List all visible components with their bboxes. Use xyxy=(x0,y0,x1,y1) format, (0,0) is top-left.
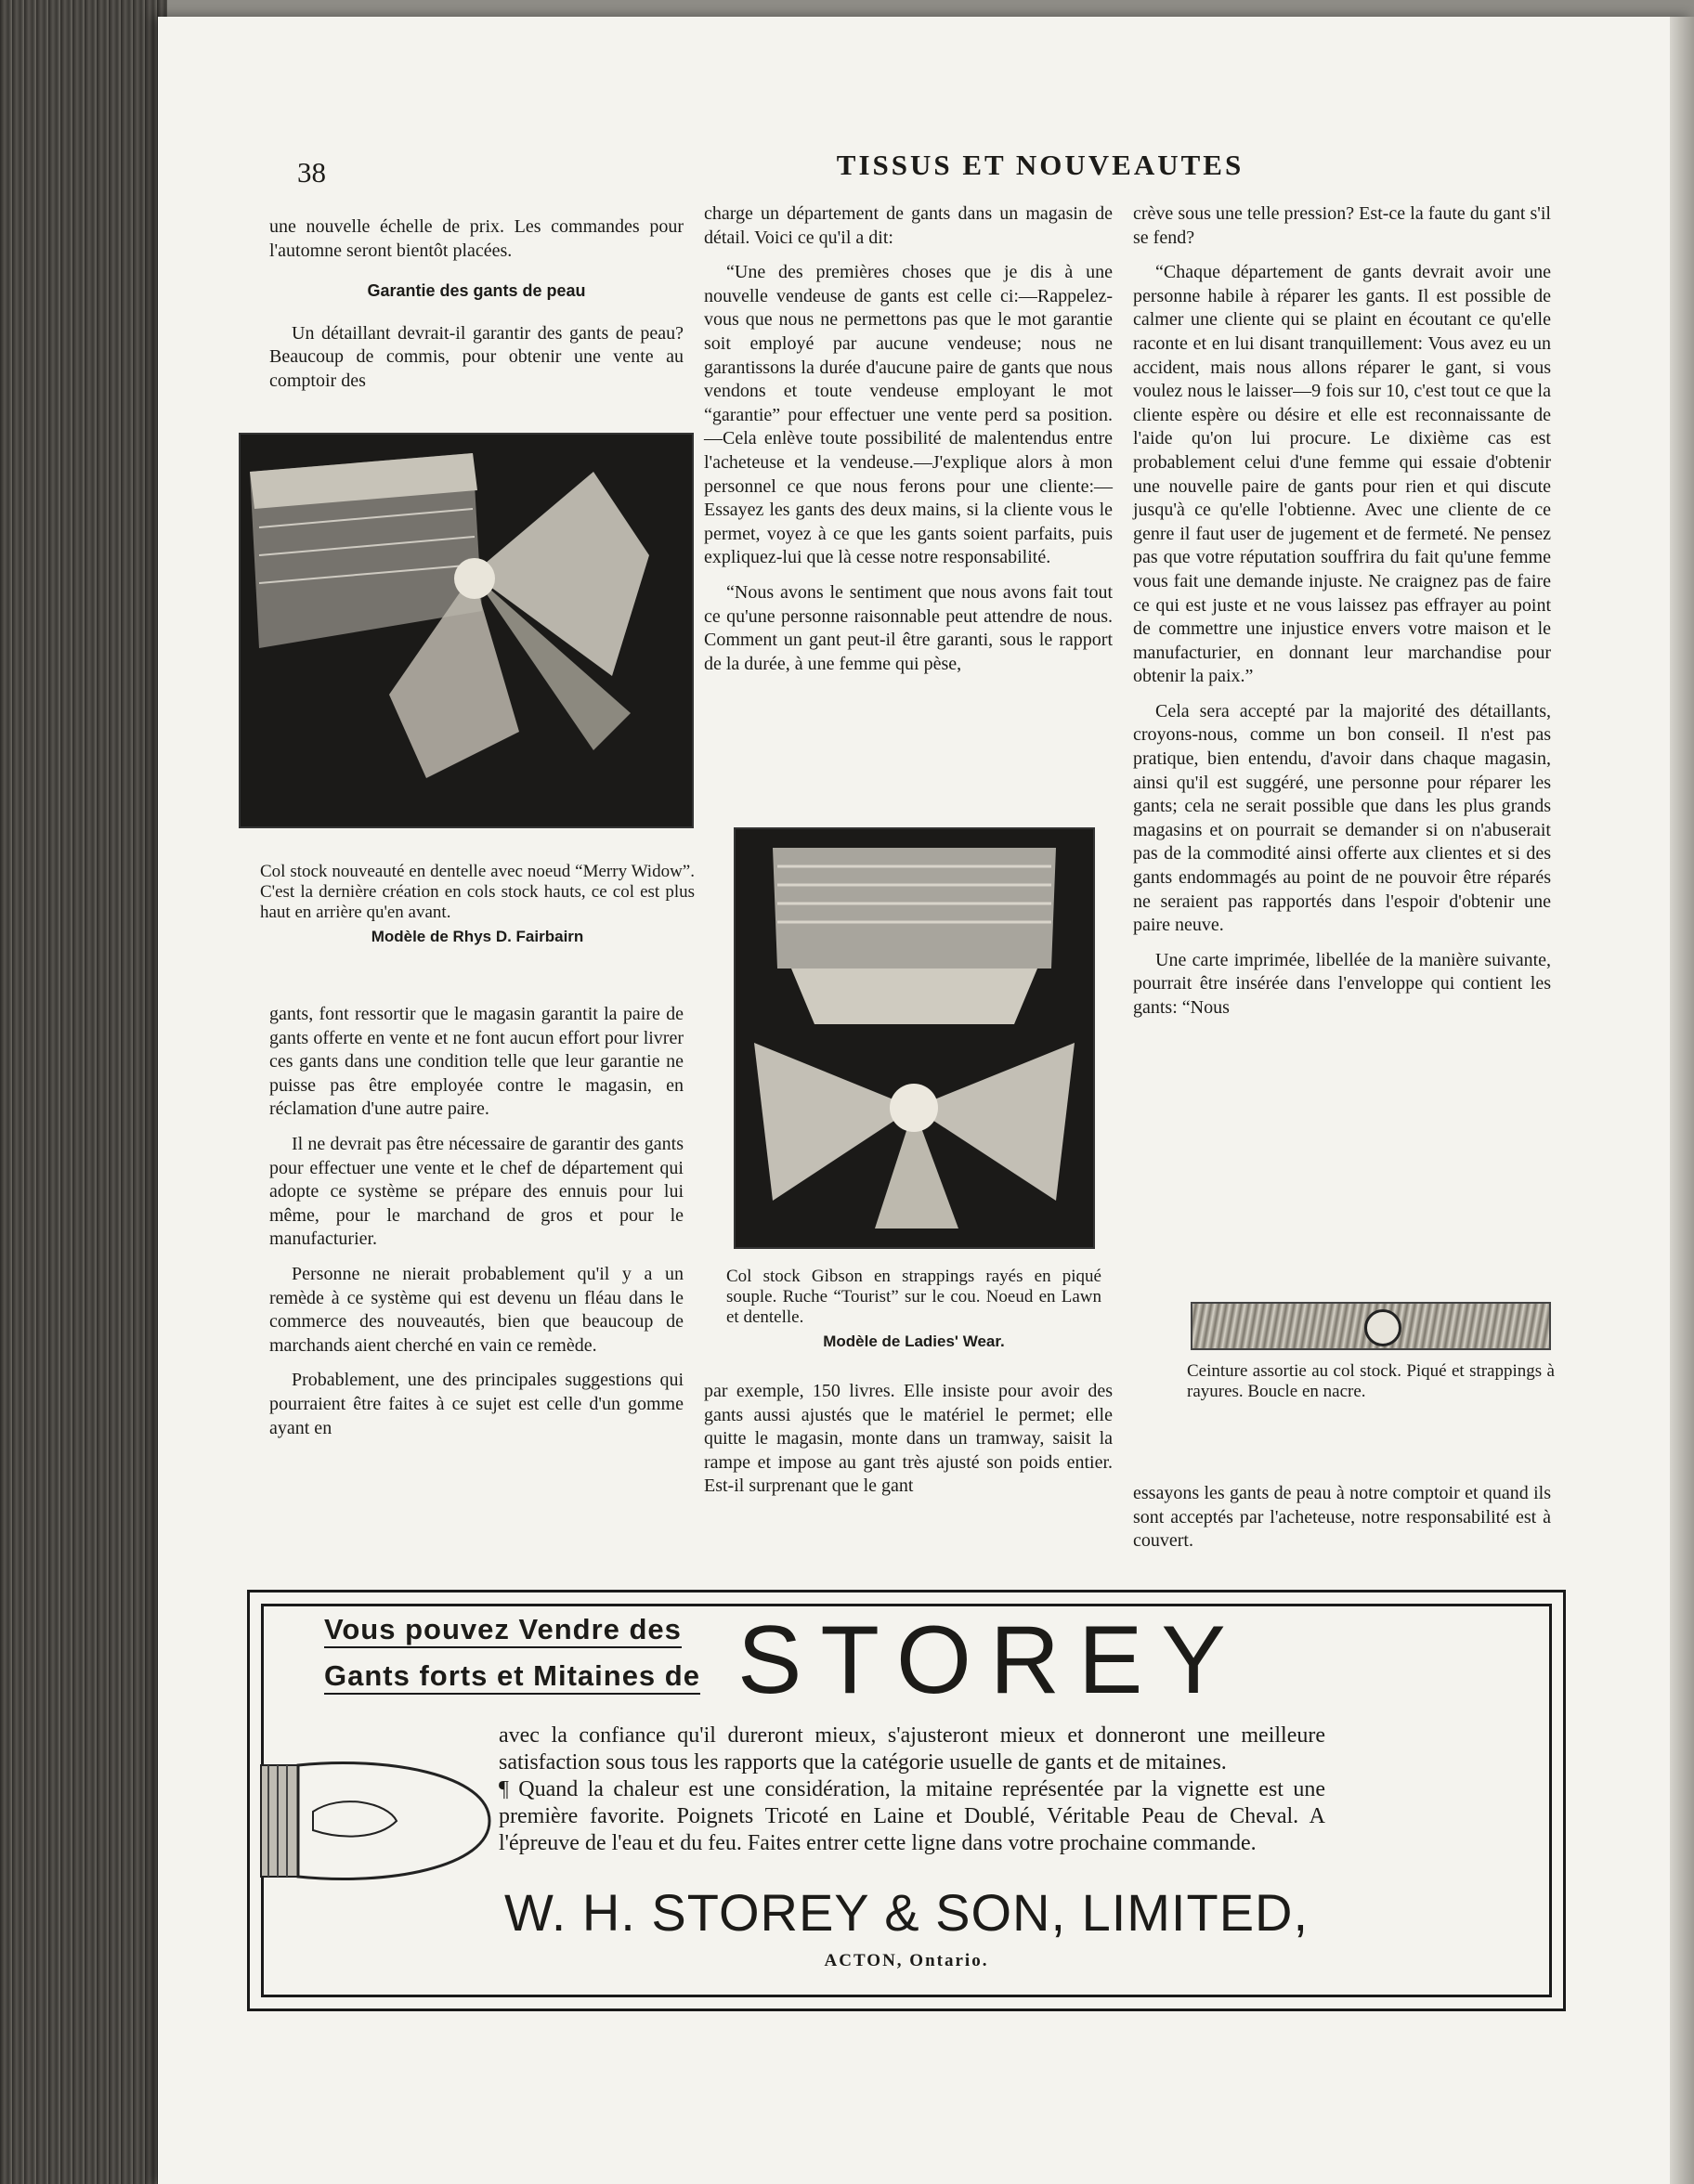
column-3-continued xyxy=(1133,1482,1551,1565)
caption-2-text: Col stock Gibson en strappings rayés en piqué souple. Ruche “Tourist” sur le cou. Noeud en Lawn et dentelle. xyxy=(726,1267,1101,1327)
ad-body-paragraph: avec la confiance qu'il dureront mieux, s'ajusteront mieux et donneront une meilleure satisfaction sous tous les rapports que la catégorie usuelle de gants et de mitaines. xyxy=(499,1723,1325,1774)
column-2-paragraph: charge un département de gants dans un magasin de détail. Voici ce qu'il a dit: xyxy=(704,203,1113,248)
ad-company-name: W. H. STOREY & SON, LIMITED, xyxy=(503,1883,1310,1942)
belt-photo xyxy=(1191,1302,1551,1350)
column-2 xyxy=(704,202,1113,687)
book-page-edges xyxy=(0,0,167,2184)
ad-tagline-2: Gants forts et Mitaines de xyxy=(324,1659,700,1695)
photo-caption-2 xyxy=(726,1267,1101,1352)
mitten-illustration xyxy=(257,1756,499,1886)
page-gutter xyxy=(1670,17,1694,2184)
gibson-collar-illustration xyxy=(736,829,1093,1247)
column-1-paragraph: Probablement, une des principales suggestions qui pourraient être faites à ce sujet est celle d'un gomme ayant en xyxy=(269,1370,684,1438)
page-number: 38 xyxy=(297,156,326,188)
column-2-paragraph: par exemple, 150 livres. Elle insiste pour avoir des gants aussi ajustés que le matériel le permet; elle quitte le magasin, monte dans un tramway, saisit la rampe et impose au gant très ajusté son poids entier. Est-il surprenant que le gant xyxy=(704,1381,1113,1497)
column-1-paragraph: gants, font ressortir que le magasin garantit la paire de gants offerte en vente et ne font aucun effort pour livrer ces gants dans une condition telle que leur garantie ne puisse pas être employée contre le magasin, en réclamation d'une autre paire. xyxy=(269,1004,684,1120)
column-1-continued xyxy=(269,1003,684,1451)
column-1-intro: une nouvelle échelle de prix. Les commandes pour l'automne seront bientôt placées. xyxy=(269,216,684,261)
caption-1-text: Col stock nouveauté en dentelle avec noeud “Merry Widow”. C'est la dernière création en cols stock hauts, ce col est plus haut en arrière qu'en avant. xyxy=(260,862,695,922)
gibson-collar-photo xyxy=(734,827,1095,1249)
column-3-paragraph: crève sous une telle pression? Est-ce la faute du gant s'il se fend? xyxy=(1133,203,1551,248)
photo-caption-3 xyxy=(1187,1361,1555,1402)
ad-tagline-1: Vous pouvez Vendre des xyxy=(324,1613,682,1648)
column-3 xyxy=(1133,202,1551,1032)
column-2-continued xyxy=(704,1380,1113,1510)
column-3-paragraph: essayons les gants de peau à notre comptoir et quand ils sont acceptés par l'acheteuse, notre responsabilité est à couvert. xyxy=(1133,1483,1551,1552)
ad-company-city: ACTON, Ontario. xyxy=(824,1951,989,1970)
section-subhead: Garantie des gants de peau xyxy=(367,281,586,301)
lace-collar-photo xyxy=(239,433,694,828)
ad-body xyxy=(499,1722,1325,1857)
caption-1-credit: Modèle de Rhys D. Fairbairn xyxy=(371,928,584,945)
photo-caption-1 xyxy=(260,862,695,947)
ad-brand-name: STOREY xyxy=(737,1606,1244,1714)
column-3-paragraph: “Chaque département de gants devrait avoir une personne habile à réparer les gants. Il est possible de calmer une cliente qui se plaint en écoutant ce qu'elle raconte et en lui disant tranquillement: Vous avez eu un accident, mais nous allons réparer le gant, si vous voulez nous le laisser—9 fois sur 10, c'est tout ce que la cliente espère ou désire et elle est reconnaissante de l'aide qu'on lui procure. Le dixième cas est probablement celui d'une femme qui essaie d'obtenir une nouvelle paire de gants pour rien et qui discute jusqu'à ce qu'elle l'obtienne. Avec une cliente de ce genre il faut user de jugement et de fermeté. Ne pensez pas que votre réputation souffrira du fait qu'une femme vous fait une demande injuste. Ne craignez pas de faire ce qui est juste et ne vous laissez pas effrayer au point de commettre une injustice envers votre maison et le manufacturier, en donnant leur marchandise pour obtenir la paix.” xyxy=(1133,262,1551,687)
column-2-paragraph: “Une des premières choses que je dis à une nouvelle vendeuse de gants est celle ci:—Rappelez-vous que nous ne permettons pas que le mot garantie soit employé par aucune vendeuse; nous ne garantissons la durée d'aucune paire de gants que nous vendons et toute vendeuse employant le mot “garantie” pour effectuer une vente perd sa position. —Cela enlève toute possibilité de malentendus entre l'acheteuse et la vendeuse.—J'explique alors à mon personnel ce que nous ferons pour une cliente:—Essayez les gants des deux mains, si la cliente vous le permet, voyez à ce que les gants soient parfaits, puis expliquez-lui que là cesse notre responsabilité. xyxy=(704,262,1113,568)
ad-body-paragraph: ¶ Quand la chaleur est une considération, la mitaine représentée par la vignette est une première favorite. Poignets Tricoté en Laine et Doublé, Véritable Peau de Cheval. A l'épreuve de l'eau et du feu. Faites entrer cette ligne dans votre prochaine commande. xyxy=(499,1777,1325,1855)
caption-3-text: Ceinture assortie au col stock. Piqué et strappings à rayures. Boucle en nacre. xyxy=(1187,1361,1555,1401)
lace-collar-illustration xyxy=(241,435,692,826)
column-1-paragraph: Personne ne nierait probablement qu'il y a un remède à ce système qui est devenu un fléau dans le commerce des nouveautés, bien que beaucoup de marchands aient cherché en vain ce remède. xyxy=(269,1263,684,1356)
column-1-paragraph: Un détaillant devrait-il garantir des gants de peau? Beaucoup de commis, pour obtenir une vente au comptoir des xyxy=(269,322,684,391)
column-1 xyxy=(269,215,684,405)
caption-2-credit: Modèle de Ladies' Wear. xyxy=(823,1332,1005,1350)
column-3-paragraph: Une carte imprimée, libellée de la manière suivante, pourrait être insérée dans l'enveloppe qui contient les gants: “Nous xyxy=(1133,949,1551,1018)
column-1-paragraph: Il ne devrait pas être nécessaire de garantir des gants pour effectuer une vente et le chef de département qui adopte ce système se prépare des ennuis pour lui même, pour le marchand de gros et pour le manufacturier. xyxy=(269,1133,684,1250)
storey-advertisement xyxy=(247,1590,1566,2011)
buckle-icon xyxy=(1364,1309,1401,1346)
running-title: TISSUS ET NOUVEAUTES xyxy=(836,149,1244,181)
column-3-paragraph: Cela sera accepté par la majorité des détaillants, croyons-nous, comme un bon conseil. Il n'est pas pratique, bien entendu, d'avoir dans chaque magasin, ainsi qu'il est suggéré, une personne pour réparer les gants; cela ne serait possible que dans les plus grands magasins et on pourrait se demander si on n'abuserait pas de la commodité ainsi offerte aux clientes et si des gants endommagés au point de ne pouvoir être réparés ne seraient pas rapportés dans l'espoir d'obtenir une paire neuve. xyxy=(1133,700,1551,936)
column-2-paragraph: “Nous avons le sentiment que nous avons fait tout ce qu'une personne raisonnable peut attendre de nous. Comment un gant peut-il être garanti, sous le rapport de la durée, à une femme qui pèse, xyxy=(704,581,1113,674)
magazine-page xyxy=(158,17,1694,2184)
